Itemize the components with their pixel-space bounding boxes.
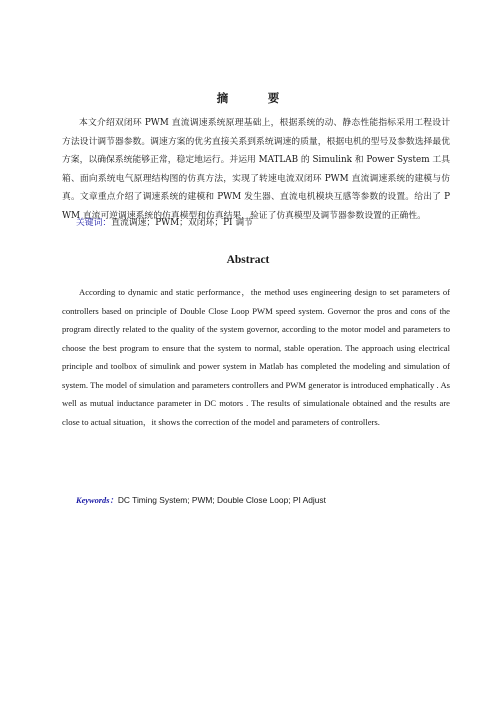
chinese-abstract-title: 摘 要 [216, 91, 294, 105]
english-keywords-label: Keywords： [76, 496, 118, 505]
english-keywords-text: DC Timing System; PWM; Double Close Loop; PI Adjust [117, 495, 326, 505]
english-abstract-title: Abstract [226, 254, 270, 266]
chinese-abstract-body: 本文介绍双闭环 PWM 直流调速系统原理基础上，根据系统的动、静态性能指标采用工程设计方法设计调节器参数。调速方案的优劣直接关系到系统调速的质量，根据电机的型号及参数选择最优方案，以确保系统能够正常，稳定地运行。并运用 MATLAB 的 Simulink 和 Power System 工具箱、面向系统电气原理结构图的仿真方法，实现了转速电流双闭环 PWM 直流调速系统的建模与仿真。文章重点介绍了调速系统的建模和 PWM 发生器、直流电机模块互感等参数的设置。给出了 PWM 直流可逆调速系统的仿真模型和仿真结果，验证了仿真模型及调节器参数设置的正确性。 [62, 118, 450, 221]
english-keywords [76, 493, 456, 508]
chinese-keywords-label: 关键词： [76, 218, 112, 228]
chinese-keywords-text: 直流调速；PWM；双闭环；PI 调节 [111, 218, 253, 228]
english-abstract-body: According to dynamic and static performance，the method uses engineering design to set parameters of controllers based on principle of Double Close Loop PWM speed system. Governor the pros and cons of the program directly related to the quality of the system governor, according to the motor model and parameters to choose the best program to ensure that the system to normal, stable operation. The approach using electrical principle and toolbox of simulink and power system in Matlab has completed the modeling and simulation of system. The model of simulation and parameters controllers and PWM generator is introduced emphatically . As well as mutual inductance parameter in DC motors . The results of simulationale obtained and the results are close to actual situation，it shows the correction of the model and parameters of controllers. [62, 287, 450, 427]
chinese-keywords [76, 216, 436, 230]
